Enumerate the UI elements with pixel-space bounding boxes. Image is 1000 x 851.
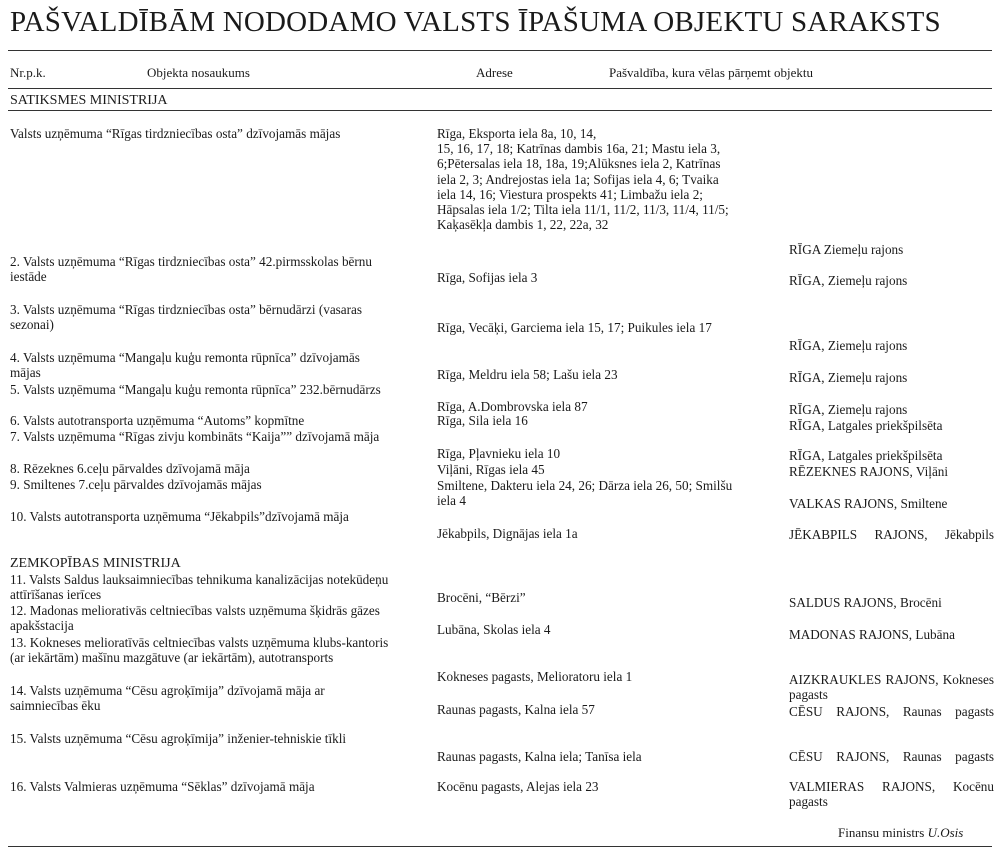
row-2-name: 2. Valsts uzņēmuma “Rīgas tirdzniecības osta” 42.pirmsskolas bērnu iestāde <box>10 254 372 285</box>
header-name: Objekta nosaukums <box>147 65 250 80</box>
row-16-address: Kocēnu pagasts, Alejas iela 23 <box>437 779 599 794</box>
footer-name: U.Osis <box>927 825 964 840</box>
row-14-municipality: CĒSU RAJONS, Raunas pagasts <box>789 704 994 719</box>
section-rule <box>8 110 992 111</box>
row-16-municipality: VALMIERAS RAJONS, Kocēnu pagasts <box>789 779 994 810</box>
header-municipality: Pašvaldība, kura vēlas pārņemt objektu <box>609 65 813 80</box>
row-2-address: Rīga, Sofijas iela 3 <box>437 270 538 285</box>
row-8-address: Viļāni, Rīgas iela 45 <box>437 462 545 477</box>
row-3-municipality: RĪGA, Ziemeļu rajons <box>789 338 908 353</box>
row-12-name: 12. Madonas meliorativās celtniecības valsts uzņēmuma šķidrās gāzes apakšstacija <box>10 603 380 634</box>
bottom-rule <box>8 846 992 847</box>
row-12-municipality: MADONAS RAJONS, Lubāna <box>789 627 955 642</box>
row-15-name: 15. Valsts uzņēmuma “Cēsu agroķīmija” inženier-tehniskie tīkli <box>10 731 347 746</box>
row-13-municipality: AIZKRAUKLES RAJONS, Kokneses pagasts <box>789 672 994 703</box>
section-satiksmes: SATIKSMES MINISTRIJA <box>10 93 168 108</box>
row-9-municipality: VALKAS RAJONS, Smiltene <box>789 496 948 511</box>
row-3-name: 3. Valsts uzņēmuma “Rīgas tirdzniecības osta” bērnudārzi (vasaras sezonai) <box>10 302 363 333</box>
row-11-name: 11. Valsts Saldus lauksaimniecības tehnikuma kanalizācijas notekūdeņu attīrīšanas ierīces <box>10 572 389 603</box>
row-8-name: 8. Rēzeknes 6.ceļu pārvaldes dzīvojamā māja <box>10 461 250 476</box>
row-11-municipality: SALDUS RAJONS, Brocēni <box>789 595 942 610</box>
header-nr: Nr.p.k. <box>10 65 46 80</box>
row-13-name: 13. Kokneses melioratīvās celtniecības valsts uzņēmuma klubs-kantoris (ar iekārtām) mašīnu mazgātuve (ar iekārtām), autotransports <box>10 635 389 666</box>
row-3-address: Rīga, Vecāķi, Garciema iela 15, 17; Puikules iela 17 <box>437 320 712 335</box>
row-12-address: Lubāna, Skolas iela 4 <box>437 622 551 637</box>
row-4-name: 4. Valsts uzņēmuma “Mangaļu kuģu remonta rūpnīca” dzīvojamās mājas <box>10 350 360 381</box>
row-5-municipality: RĪGA, Ziemeļu rajons <box>789 402 908 417</box>
row-4-municipality: RĪGA, Ziemeļu rajons <box>789 370 908 385</box>
document-title: PAŠVALDĪBĀM NODODAMO VALSTS ĪPAŠUMA OBJEKTU SARAKSTS <box>10 6 941 38</box>
row-14-name: 14. Valsts uzņēmuma “Cēsu agroķīmija” dzīvojamā māja ar saimniecības ēku <box>10 683 325 714</box>
header-address: Adrese <box>476 65 513 80</box>
row-1-municipality: RĪGA Ziemeļu rajons <box>789 242 904 257</box>
footer-signature <box>838 825 963 841</box>
title-rule <box>8 50 992 51</box>
row-14-address: Raunas pagasts, Kalna iela 57 <box>437 702 595 717</box>
row-1-name: Valsts uzņēmuma “Rīgas tirdzniecības osta” dzīvojamās mājas <box>10 126 341 141</box>
row-15-municipality: CĒSU RAJONS, Raunas pagasts <box>789 749 994 764</box>
row-10-name: 10. Valsts autotransporta uzņēmuma “Jēkabpils”dzīvojamā māja <box>10 509 349 524</box>
row-11-address: Brocēni, “Bērzi” <box>437 590 526 605</box>
row-4-address: Rīga, Meldru iela 58; Lašu iela 23 <box>437 367 618 382</box>
row-5-address: Rīga, A.Dombrovska iela 87 <box>437 399 588 414</box>
row-6-name: 6. Valsts autotransporta uzņēmuma “Automs” kopmītne <box>10 413 305 428</box>
row-9-address: Smiltene, Dakteru iela 24, 26; Dārza iela 26, 50; Smilšu iela 4 <box>437 478 733 509</box>
row-6-municipality: RĪGA, Latgales priekšpilsēta <box>789 418 943 433</box>
row-5-name: 5. Valsts uzņēmuma “Mangaļu kuģu remonta rūpnīca” 232.bērnudārzs <box>10 382 381 397</box>
row-15-address: Raunas pagasts, Kalna iela; Tanīsa iela <box>437 749 642 764</box>
row-13-address: Kokneses pagasts, Melioratoru iela 1 <box>437 669 633 684</box>
footer-role: Finansu ministrs <box>838 825 925 840</box>
row-7-municipality: RĪGA, Latgales priekšpilsēta <box>789 448 943 463</box>
row-10-municipality: JĒKABPILS RAJONS, Jēkabpils <box>789 527 994 542</box>
row-16-name: 16. Valsts Valmieras uzņēmuma “Sēklas” dzīvojamā māja <box>10 779 315 794</box>
section-zemkopibas: ZEMKOPĪBAS MINISTRIJA <box>10 556 181 571</box>
row-1-address: Rīga, Eksporta iela 8a, 10, 14, 15, 16, 17, 18; Katrīnas dambis 16a, 21; Mastu iela 3, 6;Pētersalas iela 18, 18a, 19;Alūksnes iela 2, Katrīnas iela 2, 3; Andrejostas iela 1a; Sofijas iela 4, 6; Tvaika iela 14, 16; Viestura prospekts 41; Limbažu iela 2; Hāpsalas iela 1/2; Tilta iela 11/1, 11/2, 11/3, 11/4, 11/5; Kaķasēkļa dambis 1, 22, 22a, 32 <box>437 126 729 233</box>
row-7-address: Rīga, Pļavnieku iela 10 <box>437 446 561 461</box>
row-9-name: 9. Smiltenes 7.ceļu pārvaldes dzīvojamās mājas <box>10 477 262 492</box>
row-8-municipality: RĒZEKNES RAJONS, Viļāni <box>789 464 949 479</box>
header-rule <box>8 88 992 89</box>
row-10-address: Jēkabpils, Dignājas iela 1a <box>437 526 578 541</box>
row-6-address: Rīga, Sila iela 16 <box>437 413 528 428</box>
row-7-name: 7. Valsts uzņēmuma “Rīgas zivju kombināts “Kaija”” dzīvojamā māja <box>10 429 380 444</box>
row-2-municipality: RĪGA, Ziemeļu rajons <box>789 273 908 288</box>
